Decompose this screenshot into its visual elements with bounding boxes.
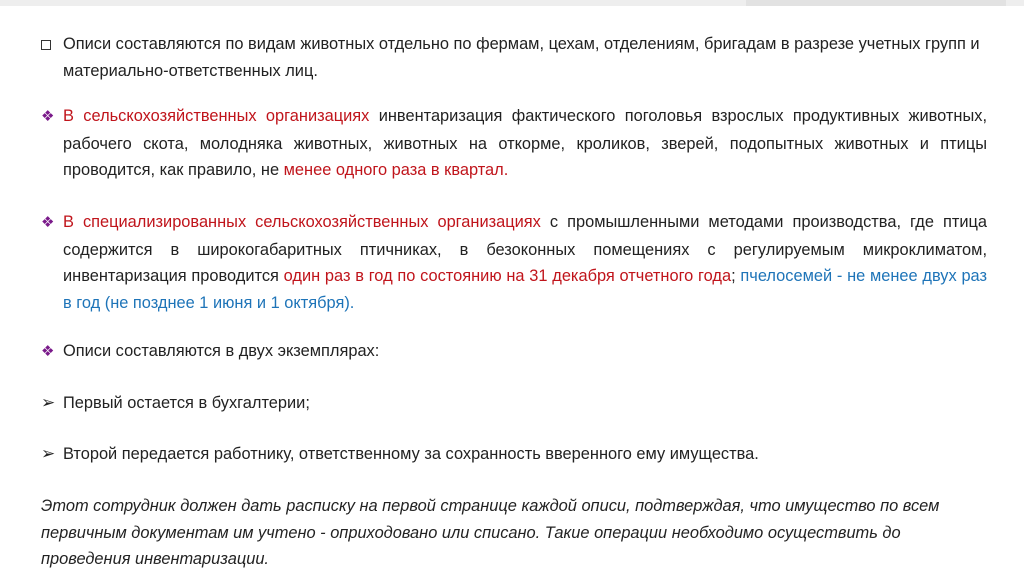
second-copy-text: Второй передается работнику, ответственному за сохранность вверенного ему имущества.: [63, 445, 759, 463]
arrow-bullet-icon: ➢: [41, 393, 56, 412]
paragraph-second-copy: [41, 441, 987, 468]
diamond-bullet-icon: ❖: [41, 108, 55, 125]
agricultural-orgs-body: инвентаризация фактического поголовья взрослых продуктивных животных, рабочего скота, молодняка животных, животных на откорме, кроликов, зверей, подопытных животных и птицы проводится, как правило, не: [63, 107, 987, 179]
paragraph-two-copies: [41, 338, 987, 366]
specialized-orgs-body: с промышленными методами производства, где птица содержится в широкогабаритных птичниках, в безоконных помещениях с регулируемым микроклиматом, инвентаризация проводится: [63, 213, 987, 285]
employee-receipt-text: Этот сотрудник должен дать расписку на первой странице каждой описи, подтверждая, что имущество по всем первичным документам им учтено - оприходовано или списано. Такие операции необходимо осуществить до проведения инвентаризации.: [41, 497, 940, 568]
agricultural-orgs-highlight: менее одного раза в квартал.: [283, 161, 509, 179]
specialized-orgs-highlight-blue: пчелосемей - не менее двух раз в год (не позднее 1 июня и 1 октября).: [63, 267, 988, 312]
top-decor-accent: [746, 0, 1006, 6]
diamond-bullet-icon: ❖: [41, 343, 55, 360]
top-decor-line: [0, 0, 1024, 6]
paragraph-specialized-orgs: [41, 209, 987, 316]
specialized-orgs-separator: ;: [731, 267, 741, 285]
checkbox-square-icon: [41, 31, 63, 58]
paragraph-agricultural-orgs: [41, 103, 987, 184]
paragraph-inventory-lists-text: Описи составляются по видам животных отдельно по фермам, цехам, отделениям, бригадам в разрезе учетных групп и материально-ответственных лиц.: [63, 35, 980, 80]
specialized-orgs-highlight-red: один раз в год по состоянию на 31 декабря отчетного года: [283, 267, 732, 285]
two-copies-text: Описи составляются в двух экземплярах:: [63, 342, 380, 360]
paragraph-inventory-lists: [41, 31, 987, 84]
paragraph-employee-receipt: [41, 493, 965, 573]
specialized-orgs-lead: В специализированных сельскохозяйственных организациях: [63, 213, 541, 231]
paragraph-first-copy: [41, 390, 987, 417]
agricultural-orgs-lead: В сельскохозяйственных организациях: [63, 107, 370, 125]
diamond-bullet-icon: ❖: [41, 214, 55, 231]
arrow-bullet-icon: ➢: [41, 444, 56, 463]
first-copy-text: Первый остается в бухгалтерии;: [63, 394, 310, 412]
